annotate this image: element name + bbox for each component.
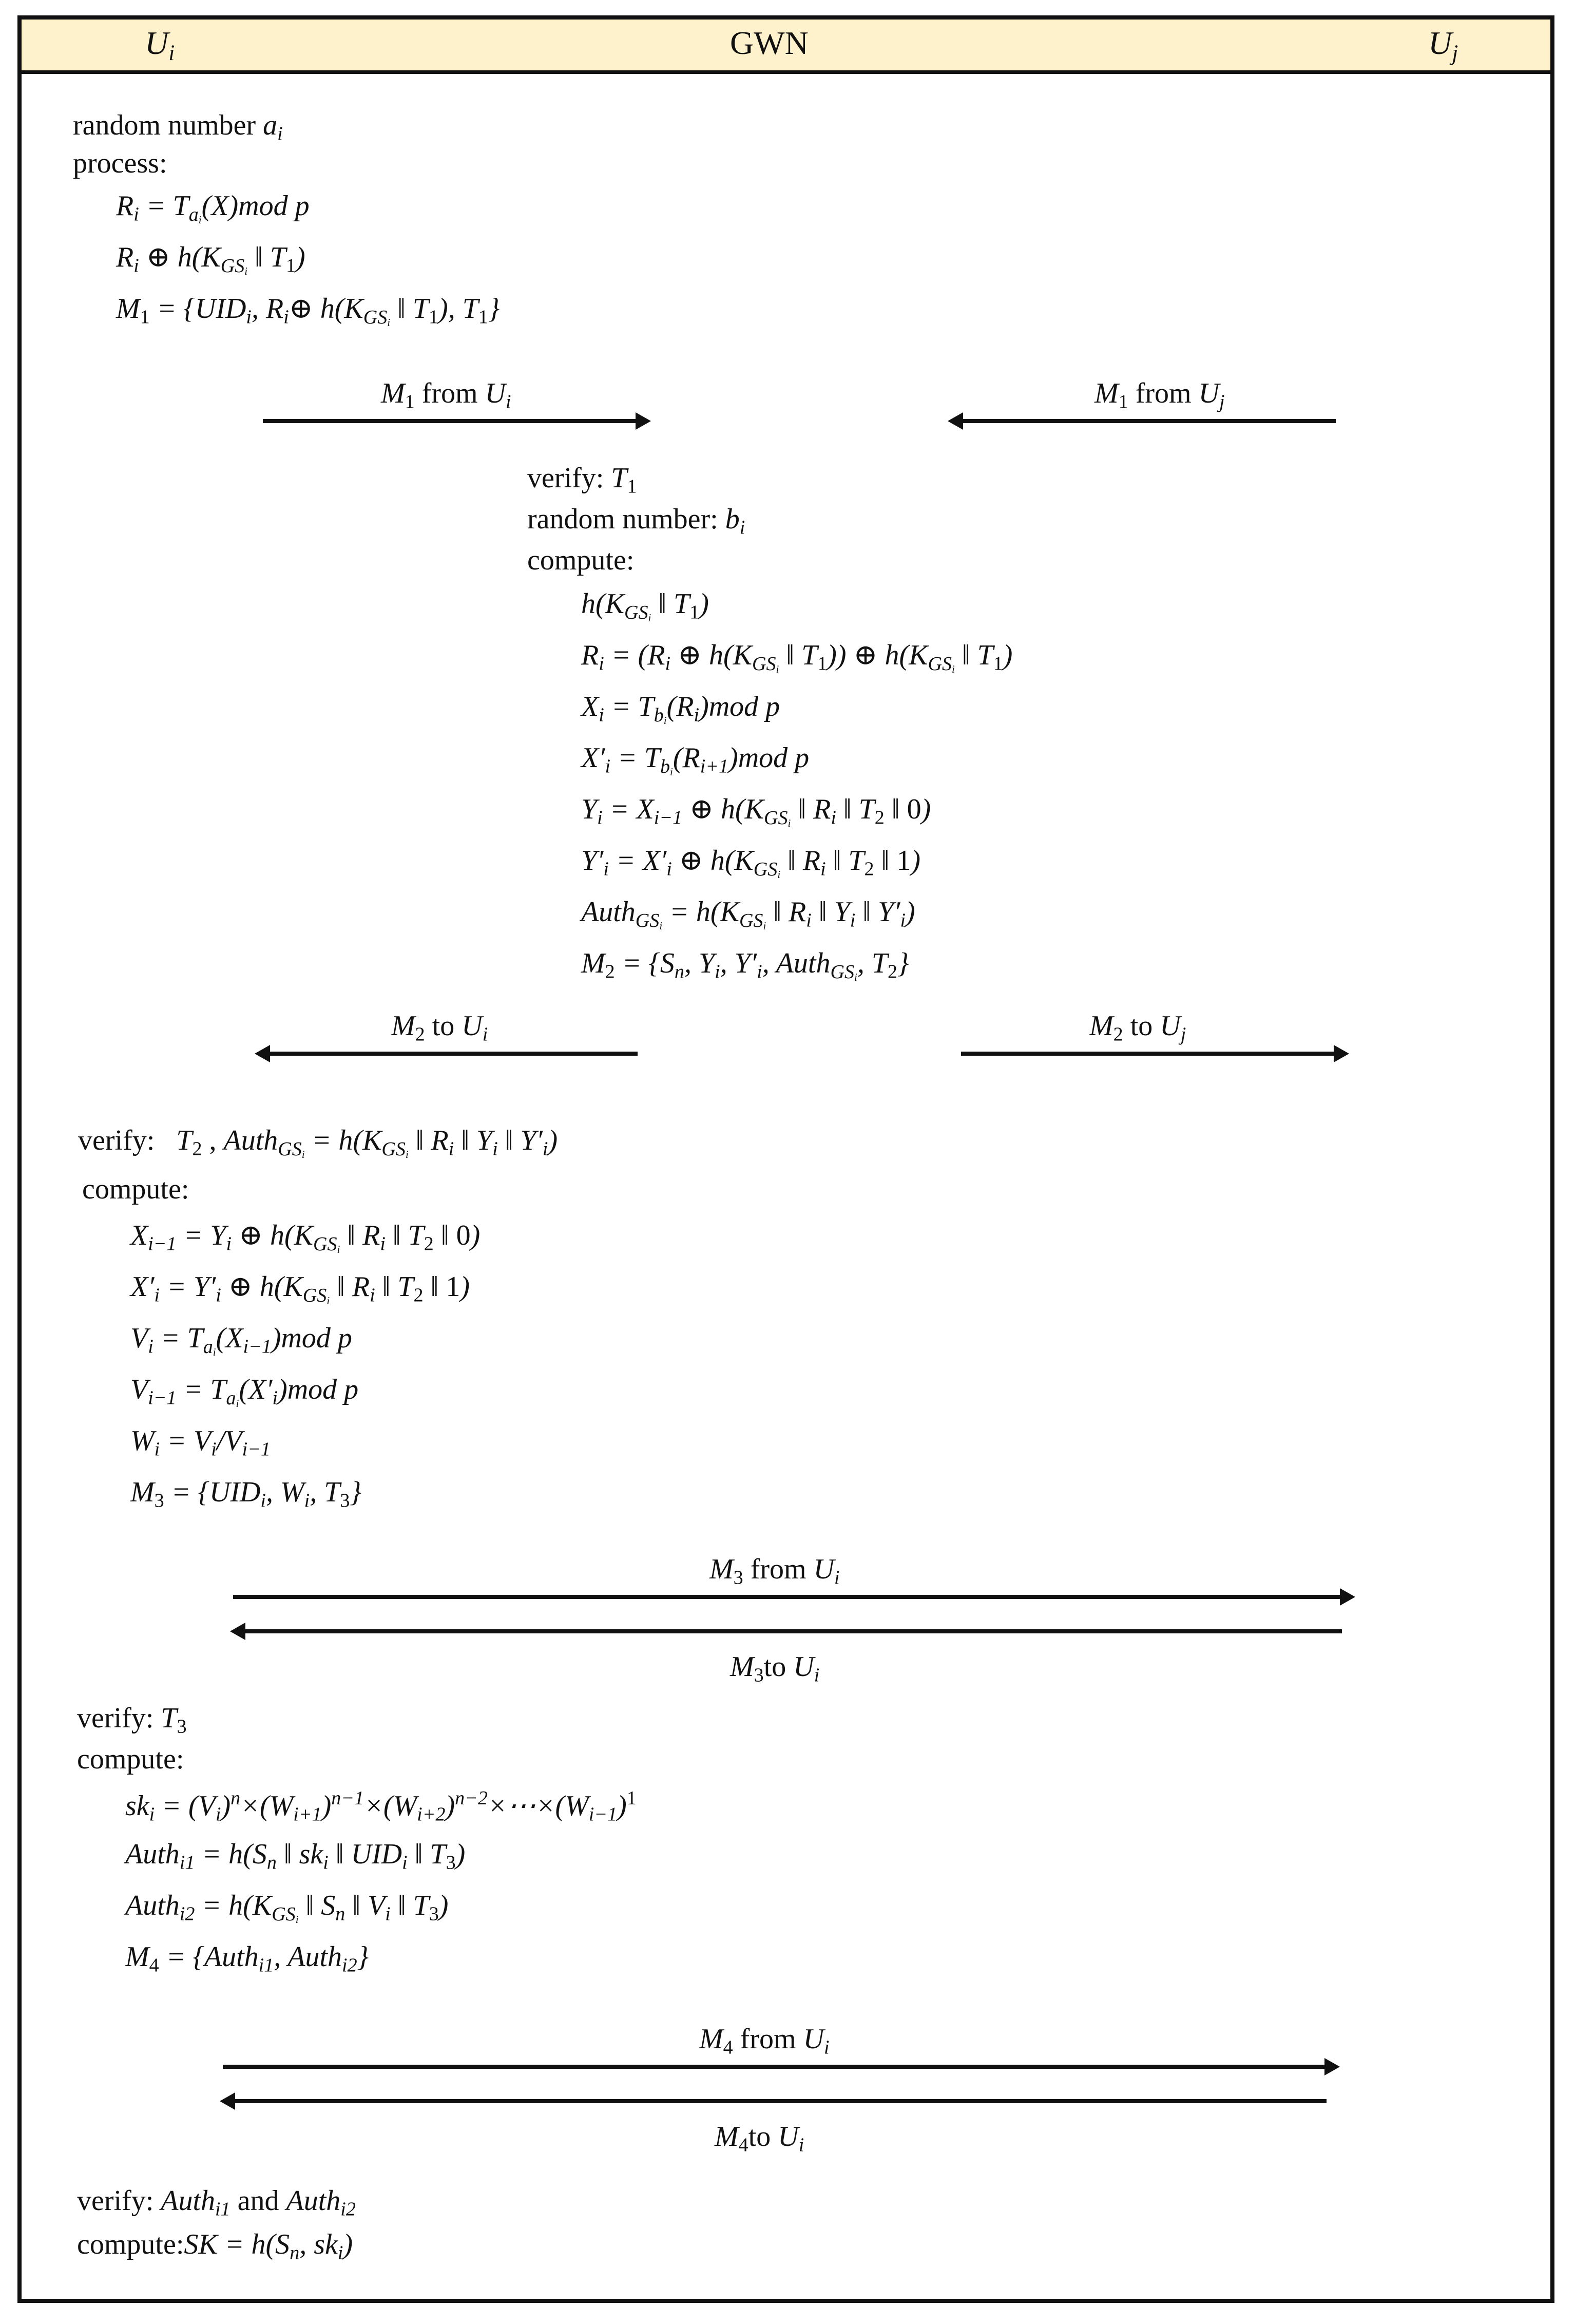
m1-from-uj-arrow <box>961 419 1336 423</box>
eq-xi-minus1: Xi−1 = Yi ⊕ h(KGSi ‖ Ri ‖ T2 ‖ 0) <box>130 1220 481 1255</box>
eq-ri-recover: Ri = (Ri ⊕ h(KGSi ‖ T1)) ⊕ h(KGSi ‖ T1) <box>581 639 1013 675</box>
eq-auth-i1: Authi1 = h(Sn ‖ ski ‖ UIDi ‖ T3) <box>125 1838 466 1874</box>
m4-to-ui-label: M4to Ui <box>715 2121 804 2156</box>
m2-to-uj-label: M2 to Uj <box>1089 1010 1186 1045</box>
eq-vi: Vi = Tai(Xi−1)mod p <box>130 1322 352 1358</box>
eq-m2: M2 = {Sn, Yi, Y′i, AuthGSi, T2} <box>581 947 909 983</box>
m1-from-ui-arrow <box>263 419 638 423</box>
eq-vi-minus1: Vi−1 = Tai(X′i)mod p <box>130 1374 359 1409</box>
eq-m3: M3 = {UIDi, Wi, T3} <box>130 1476 361 1512</box>
m3-to-ui-arrow <box>243 1629 1342 1633</box>
eq-h: h(KGSi ‖ T1) <box>581 588 709 624</box>
header-gwn: GWN <box>730 25 809 61</box>
m1-from-ui-label: M1 from Ui <box>381 377 511 413</box>
eq-auth-i2: Authi2 = h(KGSi ‖ Sn ‖ Vi ‖ T3) <box>125 1890 449 1926</box>
final-compute: compute:SK = h(Sn, ski) <box>77 2228 353 2264</box>
ui-verify-m2: verify: T2 , AuthGSi = h(KGSi ‖ Ri ‖ Yi ‖ Y′i) <box>78 1125 558 1160</box>
m4-from-ui-label: M4 from Ui <box>699 2023 830 2059</box>
ui-process-label: process: <box>73 147 167 179</box>
header-bar <box>22 20 1550 74</box>
eq-auth-gs: AuthGSi = h(KGSi ‖ Ri ‖ Yi ‖ Y′i) <box>581 896 915 932</box>
m2-to-ui-label: M2 to Ui <box>391 1010 488 1045</box>
eq-ri: Ri = Tai(X)mod p <box>116 190 310 226</box>
verify-t3: verify: T3 <box>77 1702 187 1738</box>
gwn-verify: verify: T1 <box>527 462 637 498</box>
eq-m1: M1 = {UIDi, Ri⊕ h(KGSi ‖ T1), T1} <box>116 293 500 329</box>
m4-from-ui-arrow <box>223 2065 1327 2069</box>
final-verify: verify: Authi1 and Authi2 <box>77 2185 356 2220</box>
eq-xi-prime-recover: X′i = Y′i ⊕ h(KGSi ‖ Ri ‖ T2 ‖ 1) <box>130 1271 470 1307</box>
header-ui: Ui <box>145 25 175 66</box>
gwn-compute: compute: <box>527 544 635 576</box>
eq-m4: M4 = {Authi1, Authi2} <box>125 1941 369 1976</box>
m3-from-ui-arrow <box>233 1595 1342 1599</box>
m1-from-uj-label: M1 from Uj <box>1094 377 1225 413</box>
m3-to-ui-label: M3to Ui <box>730 1651 820 1686</box>
m3-from-ui-label: M3 from Ui <box>709 1553 840 1589</box>
eq-yi-prime: Y′i = X′i ⊕ h(KGSi ‖ Ri ‖ T2 ‖ 1) <box>581 845 920 881</box>
eq-xi-prime: X′i = Tbi(Ri+1)mod p <box>581 742 810 778</box>
m2-to-ui-arrow <box>268 1052 638 1056</box>
ui-random-number: random number ai <box>73 109 283 145</box>
m4-to-ui-arrow <box>233 2099 1327 2103</box>
ui-compute-label: compute: <box>82 1173 189 1205</box>
protocol-diagram <box>17 15 1554 2303</box>
gwn-random: random number: bi <box>527 503 745 539</box>
eq-wi: Wi = Vi/Vi−1 <box>130 1425 271 1460</box>
m2-to-uj-arrow <box>961 1052 1336 1056</box>
eq-ski: ski = $(Vi)^n\times(Wi+1)^{n-1}\times(Wi+2)^{n-2}\times\cdots\times(Wi-1)^1$ <box>125 1787 637 1825</box>
eq-yi: Yi = Xi−1 ⊕ h(KGSi ‖ Ri ‖ T2 ‖ 0) <box>581 793 931 829</box>
eq-xi: Xi = Tbi(Ri)mod p <box>581 691 780 727</box>
header-uj: Uj <box>1428 25 1458 66</box>
compute-label-3: compute: <box>77 1743 184 1775</box>
eq-ri-xor: Ri ⊕ h(KGSi ‖ T1) <box>116 241 305 277</box>
